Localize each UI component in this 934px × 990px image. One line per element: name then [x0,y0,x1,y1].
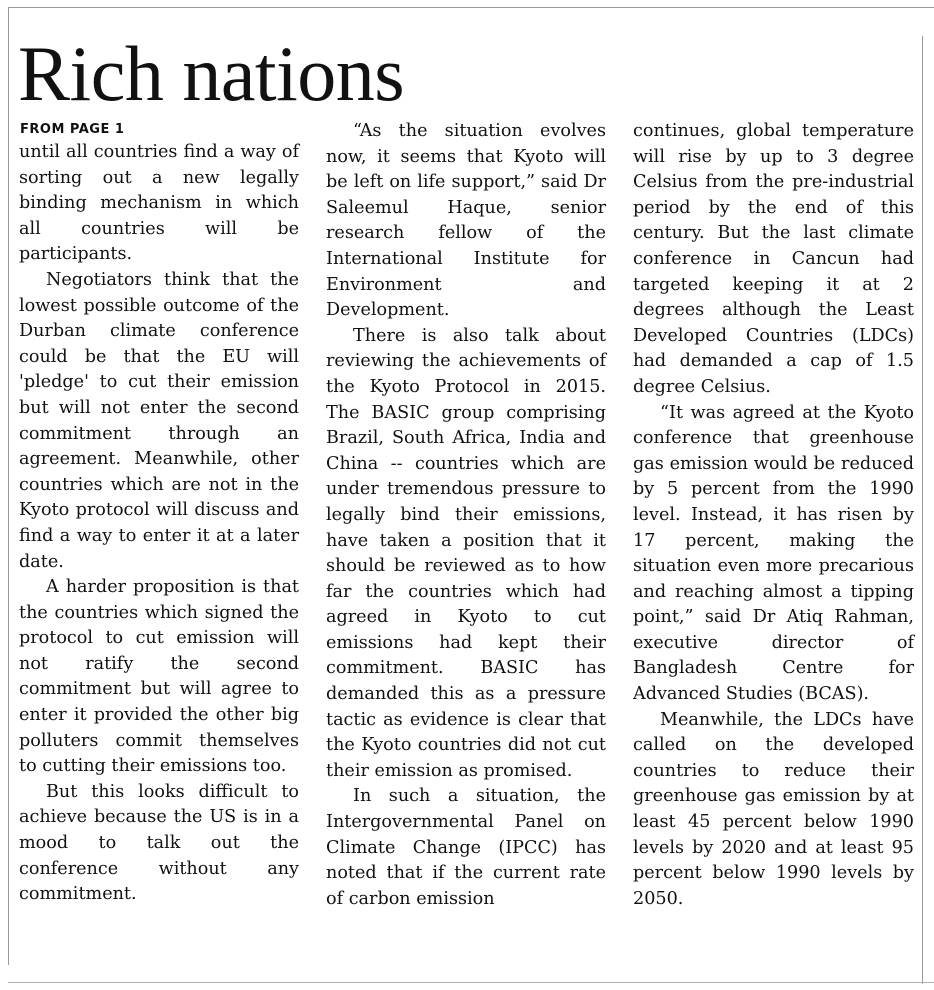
article-column-2 [326,119,606,912]
paragraph: “It was agreed at the Kyoto conference that greenhouse gas emission would be reduced by 5 percent from the 1990 level. Instead, it has risen by 17 percent, making the situation even more precarious and reaching almost a tipping point,” said Dr Atiq Rahman, executive director of Bangladesh Centre for Advanced Studies (BCAS). [633,402,914,705]
paragraph: There is also talk about reviewing the achievements of the Kyoto Protocol in 2015. The BASIC group comprising Brazil, South Africa, India and China -- countries which are under tremendous pressure to legally bind their emissions, have taken a position that it should be reviewed as to how far the countries which had agreed in Kyoto to cut emissions had kept their commitment. BASIC has demanded this as a pressure tactic as evidence is clear that the Kyoto countries did not cut their emission as promised. [326,325,606,781]
paragraph: But this looks difficult to achieve because the US is in a mood to talk out the conference without any commitment. [19,781,299,905]
clipping-border-right [922,36,923,984]
paragraph: Meanwhile, the LDCs have called on the developed countries to reduce their greenhouse gas emission by at least 45 percent below 1990 levels by 2020 and at least 95 percent below 1990 levels by 2050. [633,709,914,909]
paragraph: until all countries find a way of sorting out a new legally binding mechanism in which all countries will be participants. [19,142,299,265]
headline: Rich nations [18,30,405,117]
clipping-border-left [8,7,9,965]
paragraph: In such a situation, the Intergovernmental Panel on Climate Change (IPCC) has noted that if the current rate of carbon emission [326,786,606,909]
paragraph: “As the situation evolves now, it seems that Kyoto will be left on life support,” said Dr Saleemul Haque, senior research fellow of the International Institute for Environment and Development. [326,121,606,321]
clipping-border-top [8,7,934,8]
paragraph: A harder proposition is that the countries which signed the protocol to cut emission will not ratify the second commitment but will agree to enter it provided the other big polluters commit themselves to cutting their emissions too. [19,577,299,777]
paragraph: continues, global temperature will rise by up to 3 degree Celsius from the pre-industrial period by the end of this century. But the last climate conference in Cancun had targeted keeping it at 2 degrees although the Least Developed Countries (LDCs) had demanded a cap of 1.5 degree Celsius. [633,121,914,397]
article-column-1 [19,140,299,908]
continued-from-label: FROM PAGE 1 [20,122,125,137]
paragraph: Negotiators think that the lowest possible outcome of the Durban climate conference could be that the EU will 'pledge' to cut their emission but will not enter the second commitment through an agreement. Meanwhile, other countries which are not in the Kyoto protocol will discuss and find a way to enter it at a later date. [19,269,299,572]
article-column-3 [633,119,914,912]
clipping-border-bottom [8,982,934,983]
